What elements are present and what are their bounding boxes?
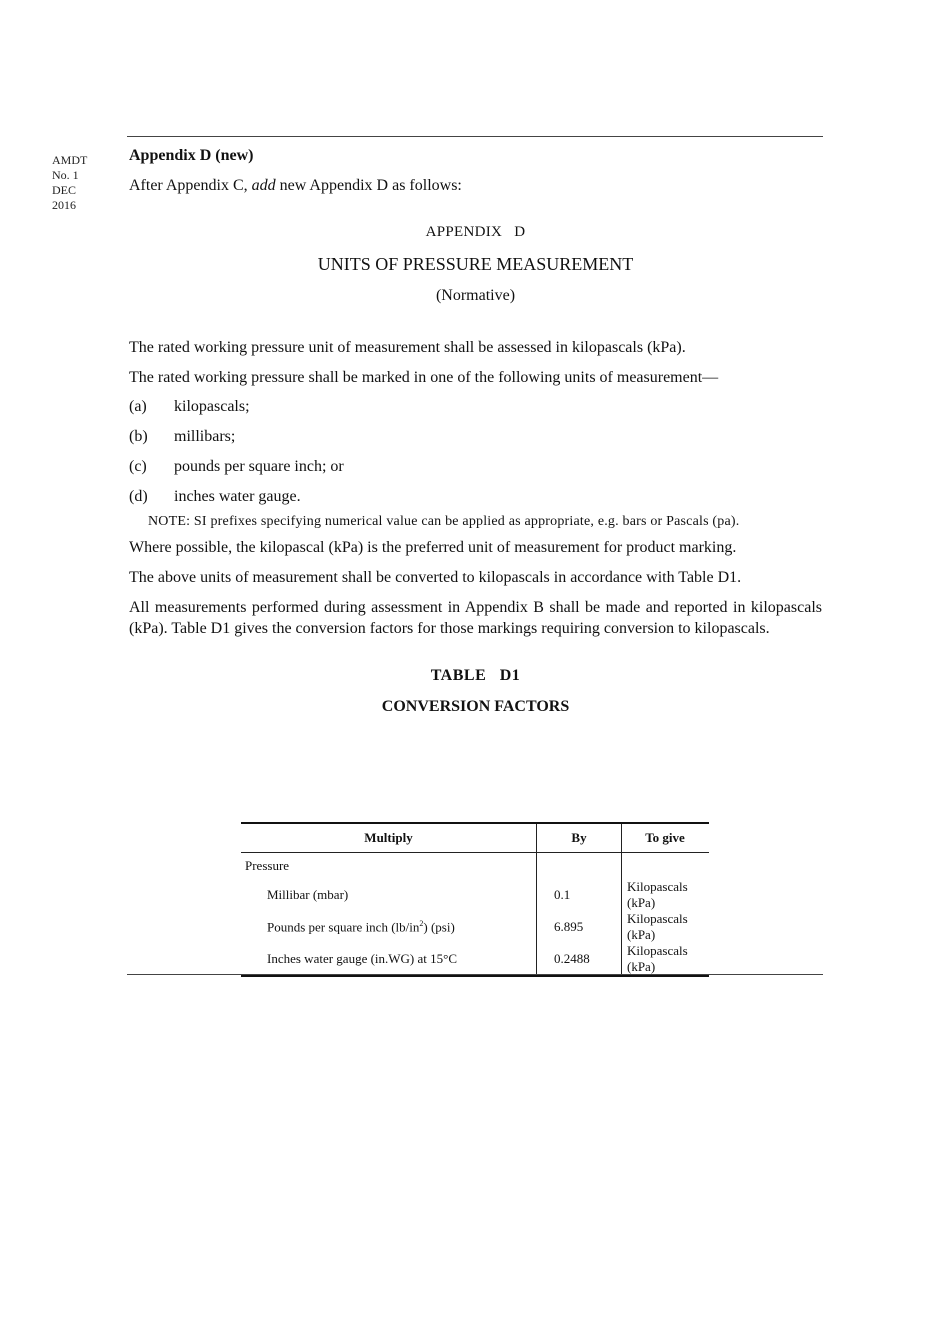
- amendment-margin-note: [52, 153, 87, 213]
- by-cell: 6.895: [537, 911, 622, 943]
- multiply-cell: Inches water gauge (in.WG) at 15°C: [267, 951, 458, 966]
- conversion-table: [241, 822, 709, 977]
- units-list: [129, 396, 822, 508]
- bottom-rule: [127, 974, 823, 975]
- table-row: [241, 853, 709, 880]
- list-item: [129, 486, 822, 508]
- table-number: TABLE D1: [430, 667, 521, 684]
- instruction-text: After Appendix C,: [129, 177, 252, 194]
- margin-note-line: AMDT: [52, 153, 88, 167]
- to-give-cell: Kilopascals (kPa): [622, 911, 710, 943]
- multiply-text: ) (psi): [423, 919, 455, 935]
- list-item: [129, 396, 822, 418]
- paragraph: The rated working pressure unit of measurement shall be assessed in kilopascals (kPa).: [129, 339, 686, 356]
- by-cell: 0.2488: [537, 943, 622, 976]
- table-title: CONVERSION FACTORS: [381, 698, 570, 715]
- multiply-text: Pounds per square inch (lb/in: [267, 919, 420, 935]
- to-give-cell: Kilopascals (kPa): [622, 879, 710, 911]
- amendment-title: Appendix D (new): [129, 147, 254, 164]
- table-cell: [622, 853, 710, 880]
- table-row: [241, 911, 709, 943]
- list-item-text: inches water gauge.: [174, 488, 301, 505]
- list-item: [129, 426, 822, 448]
- column-header: By: [537, 823, 622, 853]
- table-header-row: [241, 823, 709, 853]
- appendix-heading: APPENDIX D: [425, 224, 526, 240]
- table-row: [241, 879, 709, 911]
- paragraph: The rated working pressure shall be marked in one of the following units of measurement—: [129, 369, 719, 386]
- list-item: [129, 456, 822, 478]
- column-header: Multiply: [241, 823, 537, 853]
- paragraph: Where possible, the kilopascal (kPa) is the preferred unit of measurement for product marking.: [129, 539, 737, 556]
- margin-note-line: 2016: [52, 198, 76, 212]
- table-cell: [537, 853, 622, 880]
- top-rule: [127, 136, 823, 137]
- instruction-emphasis: add: [251, 177, 276, 194]
- list-item-label: (c): [129, 458, 147, 475]
- list-item-text: pounds per square inch; or: [174, 458, 344, 475]
- appendix-title: UNITS OF PRESSURE MEASUREMENT: [317, 254, 634, 274]
- column-header: To give: [622, 823, 710, 853]
- list-item-text: millibars;: [174, 428, 236, 445]
- list-item-text: kilopascals;: [174, 398, 250, 415]
- paragraph: The above units of measurement shall be converted to kilopascals in accordance with Table D1.: [129, 569, 742, 586]
- list-item-label: (b): [129, 428, 148, 445]
- superscript: 2: [419, 918, 424, 928]
- appendix-status: (Normative): [435, 287, 516, 304]
- instruction-text: new Appendix D as follows:: [275, 177, 462, 194]
- multiply-cell: Millibar (mbar): [267, 887, 349, 902]
- paragraph: All measurements performed during assessment in Appendix B shall be made and reported in kilopascals (kPa). Table D1 gives the conversion factors for those markings requiring conversion to kilopascals.: [129, 599, 822, 637]
- list-item-label: (d): [129, 488, 148, 505]
- margin-note-line: No. 1: [52, 168, 79, 182]
- by-cell: 0.1: [537, 879, 622, 911]
- page-content: [129, 145, 822, 718]
- multiply-cell: [241, 911, 537, 943]
- margin-note-line: DEC: [52, 183, 76, 197]
- group-label: Pressure: [245, 858, 290, 873]
- table-row: [241, 943, 709, 976]
- note: NOTE: SI prefixes specifying numerical value can be applied as appropriate, e.g. bars or Pascals (pa).: [148, 514, 740, 529]
- list-item-label: (a): [129, 398, 147, 415]
- amendment-instruction: [129, 175, 822, 197]
- to-give-cell: Kilopascals (kPa): [622, 943, 710, 976]
